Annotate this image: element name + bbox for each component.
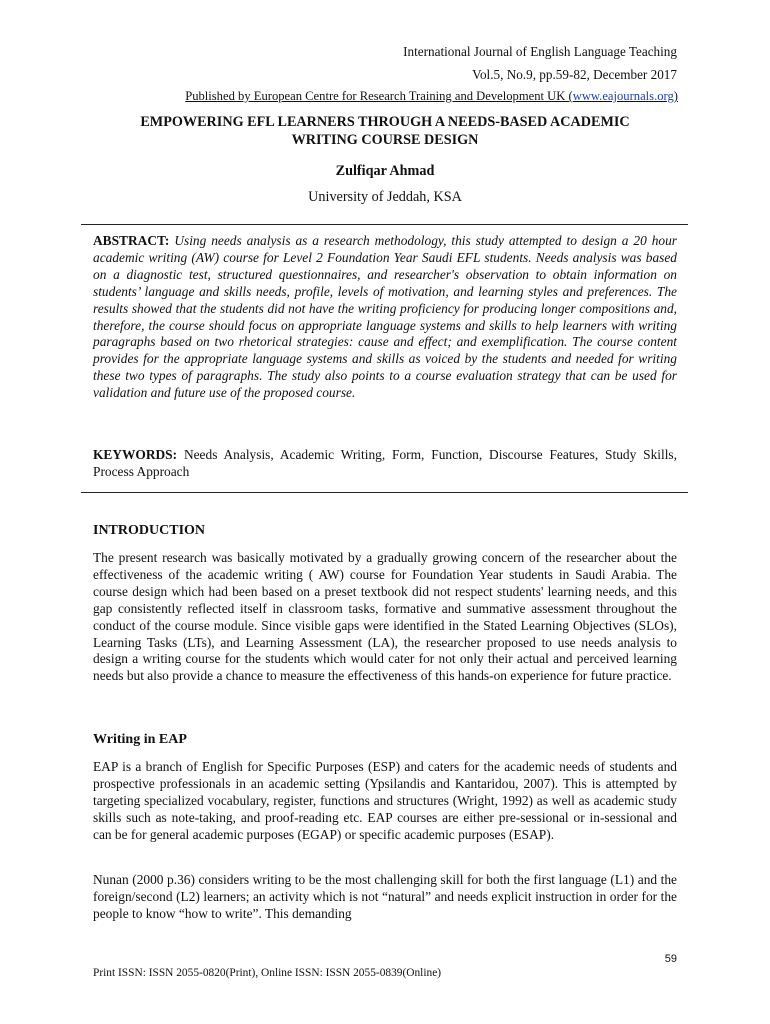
journal-volume: Vol.5, No.9, pp.59-82, December 2017 [472, 67, 677, 82]
page-number: 59 [664, 953, 677, 965]
publisher-text: Published by European Centre for Research Training and Development UK ( [185, 89, 573, 103]
keywords-label: KEYWORDS: [93, 447, 178, 462]
abstract-bottom-rule [81, 492, 688, 493]
journal-name: International Journal of English Language Teaching [403, 44, 677, 59]
keywords-text: Needs Analysis, Academic Writing, Form, Function, Discourse Features, Study Skills, Process Approach [93, 447, 677, 479]
abstract-top-rule [81, 224, 688, 225]
keywords [93, 447, 677, 481]
abstract-text: Using needs analysis as a research methodology, this study attempted to design a 20 hour academic writing (AW) course for Level 2 Foundation Year Saudi EFL students. Needs analysis was based on a diagnostic test, structured questionnaires, and researcher's observation to obtain information on students’ language and skills needs, profile, levels of motivation, and learning styles and preferences. The results showed that the students did not have the writing proficiency for producing longer compositions and, therefore, the course should focus on appropriate language systems and skills to help learners with writing paragraphs based on two rhetorical strategies: cause and effect; and exemplification. The course content provides for the appropriate language systems and skills as voiced by the students and needed for writing these two types of paragraphs. The study also points to a course evaluation strategy that can be used for validation and future use of the proposed course. [93, 233, 677, 401]
eap-paragraph-1: EAP is a branch of English for Specific Purposes (ESP) and caters for the academic needs of students and prospective professionals in an academic setting (Ypsilandis and Kantaridou, 2007). This is attempted by targeting specialized vocabulary, register, functions and structures (Wright, 1992) as well as academic study skills such as note-taking, and proof-reading etc. EAP courses are either pre-sessional or in-sessional and can be for general academic purposes (EGAP) or specific academic purposes (ESAP). [93, 759, 677, 842]
issn-footer: Print ISSN: ISSN 2055-0820(Print), Online ISSN: ISSN 2055-0839(Online) [93, 967, 442, 979]
publisher-line [96, 89, 678, 104]
author-name: Zulfiqar Ahmad [335, 163, 435, 179]
eap-paragraph-2: Nunan (2000 p.36) considers writing to be the most challenging skill for both the first language (L1) and the foreign/second (L2) learners; an activity which is not “natural” and needs explicit instruction in order for the people to know “how to write”. This demanding [93, 872, 677, 921]
abstract-label: ABSTRACT: [93, 233, 170, 248]
abstract [93, 233, 677, 402]
author-affiliation: University of Jeddah, KSA [308, 189, 462, 205]
publisher-close: ) [673, 89, 678, 103]
paper-title: EMPOWERING EFL LEARNERS THROUGH A NEEDS-BASED ACADEMIC WRITING COURSE DESIGN [140, 114, 630, 148]
journal-url-link[interactable]: www.eajournals.org [572, 89, 674, 103]
introduction-heading: INTRODUCTION [93, 523, 206, 538]
introduction-paragraph: The present research was basically motivated by a gradually growing concern of the researcher about the effectiveness of the academic writing ( AW) course for Foundation Year students in Saudi Arabia. The course design which had been based on a preset textbook did not respect students' learning needs, and this gap consistently reflected itself in classroom tasks, formative and summative assessment throughout the conduct of the course module. Since visible gaps were identified in the Stated Learning Objectives (SLOs), Learning Tasks (LTs), and Learning Assessment (LA), the researcher proposed to use needs analysis to design a writing course for the students which would cater for not only their actual and perceived learning needs but also provide a chance to measure the effectiveness of this hands-on experience for future practice. [93, 550, 677, 684]
writing-in-eap-heading: Writing in EAP [93, 732, 187, 747]
